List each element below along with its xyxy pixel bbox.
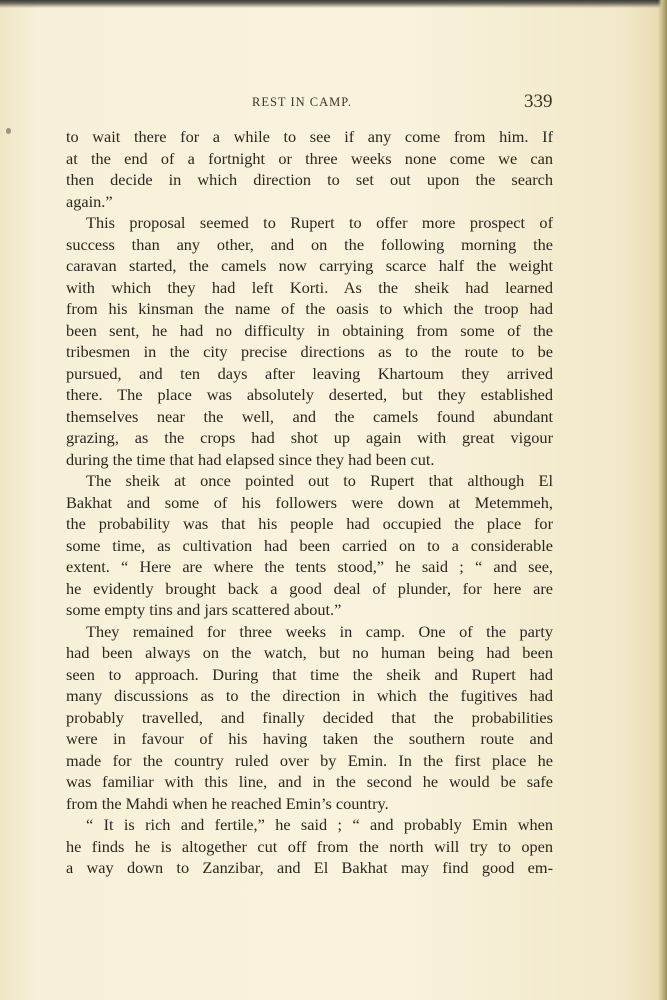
text-line: was familiar with this line, and in the second he would be safe [66, 772, 553, 791]
scan-mark [6, 128, 11, 134]
text-line: extent. “ Here are where the tents stood,” he said ; “ and see, [66, 557, 553, 576]
page-edge [658, 0, 667, 1000]
text-line: the probability was that his people had occupied the place for [66, 514, 553, 533]
text-line: some empty tins and jars scattered about.” [66, 600, 342, 619]
text-line: The sheik at once pointed out to Rupert that although El [86, 471, 553, 490]
text-line: he evidently brought back a good deal of plunder, for here are [66, 578, 553, 598]
text-line: then decide in which direction to set out upon the search [66, 170, 553, 189]
text-line: “ It is rich and fertile,” he said ; “ and probably Emin when [86, 815, 553, 834]
text-line: with which they had left Korti. As the sheik had learned [66, 277, 553, 297]
text-line: made for the country ruled over by Emin. In the first place he [66, 750, 553, 770]
text-line: had been always on the watch, but no human being had been [66, 643, 553, 662]
text-line: a way down to Zanzibar, and El Bakhat may find good em- [66, 858, 553, 877]
scan-top-shadow [0, 0, 667, 8]
page-number: 339 [524, 91, 553, 112]
text-line: pursued, and ten days after leaving Khartoum they arrived [66, 363, 553, 383]
running-head [0, 91, 667, 115]
text-line: success than any other, and on the following morning the [66, 234, 553, 254]
text-line: been sent, he had no difficulty in obtaining from some of the [66, 320, 553, 340]
text-line: seen to approach. During that time the sheik and Rupert had [66, 664, 553, 684]
text-line: from the Mahdi when he reached Emin’s country. [66, 793, 389, 813]
body-text [66, 126, 553, 879]
text-line: This proposal seemed to Rupert to offer more prospect of [86, 213, 553, 232]
text-line: again.” [66, 191, 113, 211]
text-line: grazing, as the crops had shot up again with great vigour [66, 428, 553, 447]
text-line: They remained for three weeks in camp. One of the party [86, 621, 553, 641]
text-line: from his kinsman the name of the oasis to which the troop had [66, 299, 553, 318]
text-line: tribesmen in the city precise directions as to the route to be [66, 342, 553, 361]
text-line: Bakhat and some of his followers were down at Metemmeh, [66, 492, 553, 512]
text-line: many discussions as to the direction in which the fugitives had [66, 686, 553, 705]
text-line: during the time that had elapsed since they had been cut. [66, 449, 435, 469]
text-line: themselves near the well, and the camels found abundant [66, 406, 553, 426]
text-line: some time, as cultivation had been carried on to a considerable [66, 535, 553, 555]
text-line: to wait there for a while to see if any come from him. If [66, 127, 553, 146]
text-line: caravan started, the camels now carrying scarce half the weight [66, 256, 553, 275]
text-line: at the end of a fortnight or three weeks none come we can [66, 148, 553, 168]
text-line: he finds he is altogether cut off from the north will try to open [66, 836, 553, 856]
text-line: were in favour of his having taken the southern route and [66, 729, 553, 748]
text-line: probably travelled, and finally decided that the probabilities [66, 707, 553, 727]
text-line: there. The place was absolutely deserted, but they established [66, 385, 553, 404]
running-title: REST IN CAMP. [252, 95, 352, 109]
